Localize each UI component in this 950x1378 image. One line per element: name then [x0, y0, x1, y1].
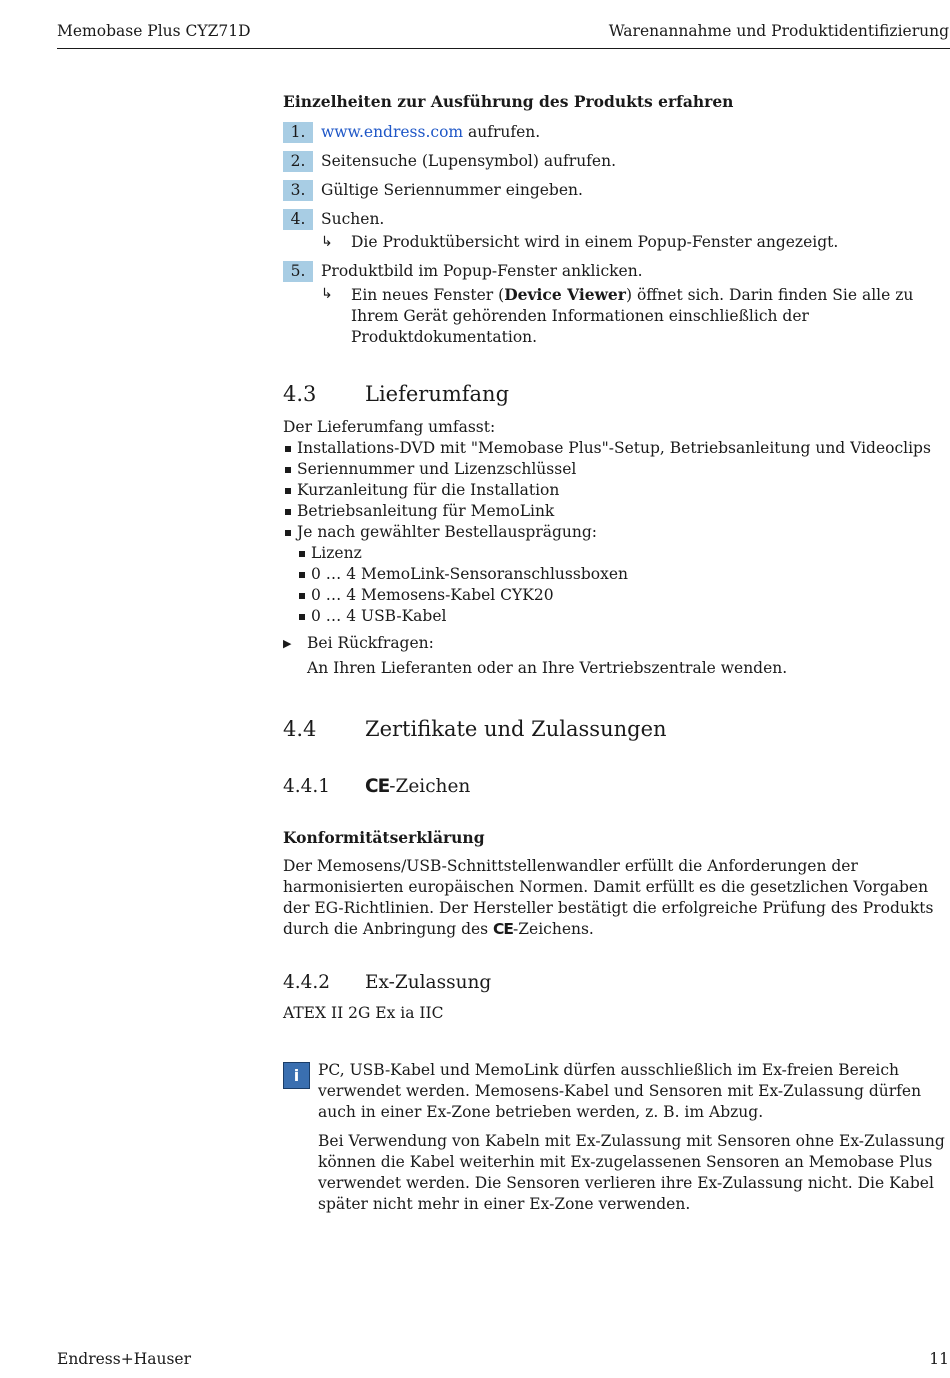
delivery-list	[283, 438, 947, 543]
section-heading-4-3	[283, 384, 947, 405]
step-result: Ein neues Fenster (	[351, 286, 505, 304]
step-5	[283, 261, 947, 348]
step-number: 2.	[283, 151, 313, 172]
delivery-sublist	[297, 543, 947, 627]
conformity-text-end: -Zeichens.	[513, 920, 594, 938]
atex-text: ATEX II 2G Ex ia IIC	[283, 1004, 444, 1022]
endress-link[interactable]: www.endress.com	[321, 123, 464, 141]
ce-mark-icon: CE	[493, 920, 514, 938]
delivery-intro: Der Lieferumfang umfasst:	[283, 418, 496, 436]
action-label: Bei Rückfragen:	[307, 634, 434, 652]
page-content	[283, 91, 947, 1215]
list-item: Kurzanleitung für die Installation	[283, 480, 947, 501]
conformity-body	[283, 856, 947, 940]
contact-action	[283, 633, 947, 679]
step-text: aufrufen.	[463, 123, 541, 141]
step-4	[283, 209, 947, 253]
list-item: Je nach gewählter Bestellausprägung:	[283, 522, 947, 543]
list-item: Betriebsanleitung für MemoLink	[283, 501, 947, 522]
list-item: Seriennummer und Lizenzschlüssel	[283, 459, 947, 480]
info-icon: i	[283, 1062, 310, 1089]
section-number: 4.4	[283, 717, 317, 741]
step-3	[283, 180, 947, 201]
device-viewer-label: Device Viewer	[504, 285, 626, 304]
step-text: Seitensuche (Lupensymbol) aufrufen.	[321, 152, 616, 170]
header-doc-title: Memobase Plus CYZ71D	[57, 22, 251, 40]
step-text: Gültige Seriennummer eingeben.	[321, 181, 583, 199]
action-text: An Ihren Lieferanten oder an Ihre Vertriebszentrale wenden.	[307, 659, 788, 677]
list-item: 0 … 4 USB-Kabel	[297, 606, 947, 627]
step-number: 5.	[283, 261, 313, 282]
section-title: Ex-Zulassung	[365, 972, 492, 993]
footer-company: Endress+Hauser	[57, 1350, 191, 1368]
list-item: 0 … 4 Memosens-Kabel CYK20	[297, 585, 947, 606]
info-note	[283, 1060, 947, 1215]
header-chapter-title: Warenannahme und Produktidentifizierung	[608, 22, 949, 40]
section-title: -Zeichen	[389, 776, 471, 797]
section-number: 4.3	[283, 382, 317, 406]
list-item: 0 … 4 MemoLink-Sensoranschlussboxen	[297, 564, 947, 585]
step-text: Suchen.	[321, 210, 385, 228]
section-heading-4-4	[283, 719, 947, 740]
header-rule	[57, 48, 950, 49]
result-arrow-icon: ↳	[321, 234, 333, 250]
step-text: Produktbild im Popup-Fenster anklicken.	[321, 262, 643, 280]
section-number: 4.4.1	[283, 776, 331, 797]
step-number: 1.	[283, 122, 313, 143]
list-item: Lizenz	[297, 543, 947, 564]
step-result: Die Produktübersicht wird in einem Popup-Fenster angezeigt.	[351, 233, 839, 251]
ce-mark-icon: CE	[365, 776, 390, 797]
action-arrow-icon: ▶	[283, 637, 292, 650]
info-paragraph: PC, USB-Kabel und MemoLink dürfen ausschließlich im Ex-freien Bereich verwendet werden. Memosens-Kabel und Sensoren mit Ex-Zulassung dürfen auch in einer Ex-Zone betrieben werden, z. B. im Abzug.	[318, 1061, 922, 1121]
list-item: Installations-DVD mit "Memobase Plus"-Setup, Betriebsanleitung und Videoclips	[283, 438, 947, 459]
info-paragraph: Bei Verwendung von Kabeln mit Ex-Zulassung mit Sensoren ohne Ex-Zulassung können die Kabel weiterhin mit Ex-zugelassenen Sensoren an Memobase Plus verwendet werden. Die Sensoren verlieren ihre Ex-Zulassung nicht. Die Kabel später nicht mehr in einer Ex-Zone verwenden.	[318, 1132, 945, 1213]
conformity-text: Der Memosens/USB-Schnittstellenwandler erfüllt die Anforderungen der harmonisierten europäischen Normen. Damit erfüllt es die gesetzlichen Vorgaben der EG-Richtlinien. Der Hersteller bestätigt die erfolgreiche Prüfung des Produkts durch die Anbringung des	[283, 857, 934, 938]
conformity-heading: Konformitätserklärung	[283, 828, 485, 847]
steps-title: Einzelheiten zur Ausführung des Produkts erfahren	[283, 92, 734, 111]
section-number: 4.4.2	[283, 972, 331, 993]
section-heading-4-4-1	[283, 776, 947, 797]
section-heading-4-4-2	[283, 972, 947, 993]
section-title: Zertifikate und Zulassungen	[365, 717, 667, 741]
step-number: 3.	[283, 180, 313, 201]
result-arrow-icon: ↳	[321, 286, 333, 302]
step-1	[283, 122, 947, 143]
step-result-end: ) öffnet sich. Darin finden Sie alle zu Ihrem Gerät gehörenden Informationen einschließlich der Produktdokumentation.	[351, 286, 914, 346]
step-number: 4.	[283, 209, 313, 230]
step-2	[283, 151, 947, 172]
page-number: 11	[929, 1350, 949, 1368]
section-title: Lieferumfang	[365, 382, 510, 406]
